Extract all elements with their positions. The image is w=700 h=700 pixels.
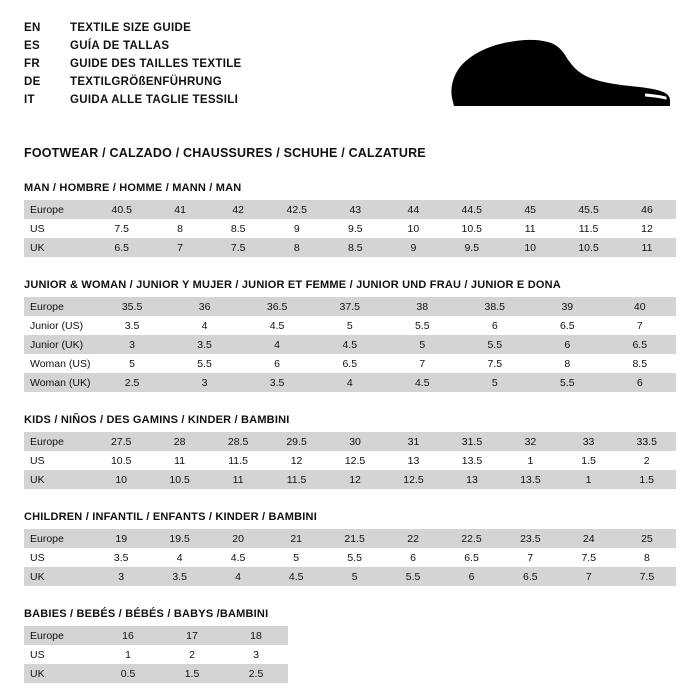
size-cell: 17: [160, 626, 224, 645]
size-cell: 6.5: [442, 548, 501, 567]
size-cell: 44.5: [442, 200, 501, 219]
language-row: [24, 76, 242, 94]
size-cell: 32: [501, 432, 559, 451]
language-row: [24, 22, 242, 40]
size-cell: 38: [386, 297, 458, 316]
row-label: Europe: [24, 626, 96, 645]
size-cell: 5: [386, 335, 458, 354]
size-cell: 11: [150, 451, 208, 470]
size-cell: 22.5: [442, 529, 501, 548]
size-cell: 21: [267, 529, 325, 548]
size-cell: 4.5: [267, 567, 325, 586]
language-row: [24, 40, 242, 58]
size-cell: 7.5: [560, 548, 618, 567]
language-title: TEXTILE SIZE GUIDE: [70, 22, 192, 34]
size-cell: 23.5: [501, 529, 560, 548]
language-title: GUIDA ALLE TAGLIE TESSILI: [70, 94, 239, 106]
size-cell: 8.5: [209, 219, 267, 238]
size-cell: 42: [209, 200, 267, 219]
size-cell: 4: [209, 567, 267, 586]
size-cell: 3.5: [150, 567, 209, 586]
size-cell: 1: [96, 645, 160, 664]
language-row: [24, 58, 242, 76]
size-cell: 31: [384, 432, 442, 451]
size-cell: 3: [168, 373, 240, 392]
size-cell: 12: [618, 219, 676, 238]
size-cell: 5: [313, 316, 386, 335]
size-cell: 2: [617, 451, 676, 470]
section-title: CHILDREN / INFANTIL / ENFANTS / KINDER / BAMBINI: [24, 511, 317, 523]
size-cell: 42.5: [267, 200, 326, 219]
size-table: [24, 529, 676, 586]
size-cell: 11.5: [559, 219, 618, 238]
language-code: FR: [24, 58, 40, 70]
size-cell: 6: [384, 548, 442, 567]
size-cell: 6: [442, 567, 501, 586]
size-cell: 39: [531, 297, 603, 316]
row-label: Europe: [24, 297, 96, 316]
size-cell: 11: [501, 219, 559, 238]
size-tables-container: [24, 182, 676, 683]
size-table: [24, 297, 676, 392]
size-cell: 3: [92, 567, 150, 586]
section-title: BABIES / BEBÉS / BÉBÉS / BABYS /BAMBINI: [24, 608, 269, 620]
size-cell: 36.5: [241, 297, 314, 316]
size-section: [24, 279, 676, 392]
size-section: [24, 414, 676, 489]
size-cell: 7: [603, 316, 676, 335]
size-cell: 3: [224, 645, 288, 664]
row-label: UK: [24, 470, 92, 489]
size-cell: 5: [267, 548, 325, 567]
size-cell: 5.5: [325, 548, 384, 567]
size-cell: 9.5: [442, 238, 501, 257]
size-cell: 10.5: [92, 451, 150, 470]
size-cell: 8: [618, 548, 676, 567]
table-row: [24, 470, 676, 489]
size-cell: 7: [501, 548, 560, 567]
table-row: [24, 645, 288, 664]
size-cell: 28: [150, 432, 208, 451]
size-section: [24, 182, 676, 257]
size-cell: 5.5: [386, 316, 458, 335]
table-row: [24, 664, 288, 683]
size-cell: 20: [209, 529, 267, 548]
size-cell: 8.5: [326, 238, 384, 257]
size-cell: 7.5: [458, 354, 531, 373]
size-table: [24, 626, 288, 683]
row-label: UK: [24, 567, 92, 586]
row-label: US: [24, 451, 92, 470]
size-cell: 8: [151, 219, 209, 238]
language-row: [24, 94, 242, 112]
size-cell: 19: [92, 529, 150, 548]
language-code: DE: [24, 76, 41, 88]
size-cell: 10.5: [150, 470, 208, 489]
table-row: [24, 335, 676, 354]
size-cell: 8: [267, 238, 326, 257]
size-cell: 8: [531, 354, 603, 373]
table-row: [24, 432, 676, 451]
size-cell: 4.5: [241, 316, 314, 335]
size-cell: 4: [241, 335, 314, 354]
size-cell: 16: [96, 626, 160, 645]
size-cell: 7: [386, 354, 458, 373]
size-cell: 10: [384, 219, 442, 238]
size-cell: 30: [326, 432, 384, 451]
size-cell: 13.5: [501, 470, 559, 489]
row-label: Junior (US): [24, 316, 96, 335]
size-cell: 3.5: [96, 316, 169, 335]
size-section: [24, 511, 676, 586]
size-cell: 5.5: [458, 335, 531, 354]
language-code: ES: [24, 40, 40, 52]
table-row: [24, 548, 676, 567]
size-cell: 1.5: [617, 470, 676, 489]
dress-shoe-icon: [444, 36, 674, 114]
table-row: [24, 626, 288, 645]
size-cell: 11: [209, 470, 267, 489]
size-cell: 3.5: [168, 335, 240, 354]
row-label: Europe: [24, 432, 92, 451]
size-cell: 12.5: [384, 470, 442, 489]
size-cell: 10: [501, 238, 559, 257]
size-cell: 7.5: [209, 238, 267, 257]
size-cell: 6.5: [313, 354, 386, 373]
table-row: [24, 238, 676, 257]
size-cell: 3.5: [241, 373, 314, 392]
size-cell: 45.5: [559, 200, 618, 219]
language-title: GUÍA DE TALLAS: [70, 40, 170, 52]
size-cell: 6.5: [501, 567, 560, 586]
size-cell: 3: [96, 335, 169, 354]
row-label: Woman (UK): [24, 373, 96, 392]
size-cell: 22: [384, 529, 442, 548]
size-cell: 5.5: [384, 567, 442, 586]
row-label: UK: [24, 664, 96, 683]
size-cell: 2.5: [96, 373, 169, 392]
size-cell: 36: [168, 297, 240, 316]
size-cell: 11.5: [209, 451, 267, 470]
size-cell: 19.5: [150, 529, 209, 548]
size-cell: 11.5: [267, 470, 325, 489]
size-cell: 2.5: [224, 664, 288, 683]
size-cell: 10.5: [442, 219, 501, 238]
size-cell: 7.5: [92, 219, 151, 238]
table-row: [24, 451, 676, 470]
size-cell: 7: [560, 567, 618, 586]
size-cell: 40.5: [92, 200, 151, 219]
size-cell: 35.5: [96, 297, 169, 316]
size-cell: 1: [560, 470, 618, 489]
size-cell: 37.5: [313, 297, 386, 316]
size-cell: 28.5: [209, 432, 267, 451]
size-cell: 12.5: [326, 451, 384, 470]
size-cell: 44: [384, 200, 442, 219]
row-label: US: [24, 219, 92, 238]
size-cell: 9: [384, 238, 442, 257]
size-cell: 6: [458, 316, 531, 335]
size-cell: 5: [96, 354, 169, 373]
size-cell: 5.5: [531, 373, 603, 392]
size-cell: 12: [267, 451, 325, 470]
size-cell: 33.5: [617, 432, 676, 451]
table-row: [24, 567, 676, 586]
size-cell: 6: [603, 373, 676, 392]
size-cell: 10.5: [559, 238, 618, 257]
table-row: [24, 529, 676, 548]
size-cell: 4.5: [209, 548, 267, 567]
size-cell: 31.5: [443, 432, 501, 451]
size-table: [24, 432, 676, 489]
size-cell: 45: [501, 200, 559, 219]
size-cell: 6.5: [531, 316, 603, 335]
size-cell: 1.5: [560, 451, 618, 470]
table-row: [24, 297, 676, 316]
size-cell: 6: [531, 335, 603, 354]
row-label: Woman (US): [24, 354, 96, 373]
language-title-list: [24, 22, 242, 112]
row-label: US: [24, 645, 96, 664]
size-section: [24, 608, 676, 683]
size-cell: 8.5: [603, 354, 676, 373]
size-cell: 9.5: [326, 219, 384, 238]
language-code: EN: [24, 22, 41, 34]
size-cell: 12: [326, 470, 384, 489]
size-cell: 9: [267, 219, 326, 238]
size-cell: 41: [151, 200, 209, 219]
size-cell: 11: [618, 238, 676, 257]
size-cell: 5.5: [168, 354, 240, 373]
size-table: [24, 200, 676, 257]
size-cell: 5: [458, 373, 531, 392]
size-cell: 33: [560, 432, 618, 451]
language-code: IT: [24, 94, 35, 106]
size-cell: 7: [151, 238, 209, 257]
size-cell: 4.5: [313, 335, 386, 354]
size-cell: 24: [560, 529, 618, 548]
category-heading: FOOTWEAR / CALZADO / CHAUSSURES / SCHUHE / CALZATURE: [24, 146, 426, 160]
row-label: Europe: [24, 200, 92, 219]
row-label: US: [24, 548, 92, 567]
size-cell: 4: [150, 548, 209, 567]
size-cell: 10: [92, 470, 150, 489]
document-header: [24, 22, 676, 132]
size-cell: 40: [603, 297, 676, 316]
size-cell: 1: [501, 451, 559, 470]
size-cell: 6: [241, 354, 314, 373]
size-cell: 38.5: [458, 297, 531, 316]
language-title: GUIDE DES TAILLES TEXTILE: [70, 58, 242, 70]
size-cell: 6.5: [92, 238, 151, 257]
table-row: [24, 200, 676, 219]
size-cell: 25: [618, 529, 676, 548]
size-cell: 6.5: [603, 335, 676, 354]
section-title: KIDS / NIÑOS / DES GAMINS / KINDER / BAMBINI: [24, 414, 290, 426]
size-cell: 4: [313, 373, 386, 392]
size-cell: 29.5: [267, 432, 325, 451]
table-row: [24, 373, 676, 392]
table-row: [24, 316, 676, 335]
size-cell: 18: [224, 626, 288, 645]
size-cell: 46: [618, 200, 676, 219]
size-cell: 13: [384, 451, 442, 470]
size-cell: 7.5: [618, 567, 676, 586]
section-title: MAN / HOMBRE / HOMME / MANN / MAN: [24, 182, 242, 194]
table-row: [24, 219, 676, 238]
section-title: JUNIOR & WOMAN / JUNIOR Y MUJER / JUNIOR ET FEMME / JUNIOR UND FRAU / JUNIOR E DONA: [24, 279, 561, 291]
row-label: Junior (UK): [24, 335, 96, 354]
size-cell: 43: [326, 200, 384, 219]
size-cell: 2: [160, 645, 224, 664]
size-cell: 13: [443, 470, 501, 489]
size-cell: 0.5: [96, 664, 160, 683]
language-title: TEXTILGRÖßENFÜHRUNG: [70, 76, 222, 88]
row-label: UK: [24, 238, 92, 257]
size-cell: 21.5: [325, 529, 384, 548]
size-cell: 5: [325, 567, 384, 586]
size-cell: 4: [168, 316, 240, 335]
size-cell: 1.5: [160, 664, 224, 683]
size-cell: 4.5: [386, 373, 458, 392]
size-cell: 27.5: [92, 432, 150, 451]
size-cell: 3.5: [92, 548, 150, 567]
table-row: [24, 354, 676, 373]
row-label: Europe: [24, 529, 92, 548]
size-cell: 13.5: [443, 451, 501, 470]
